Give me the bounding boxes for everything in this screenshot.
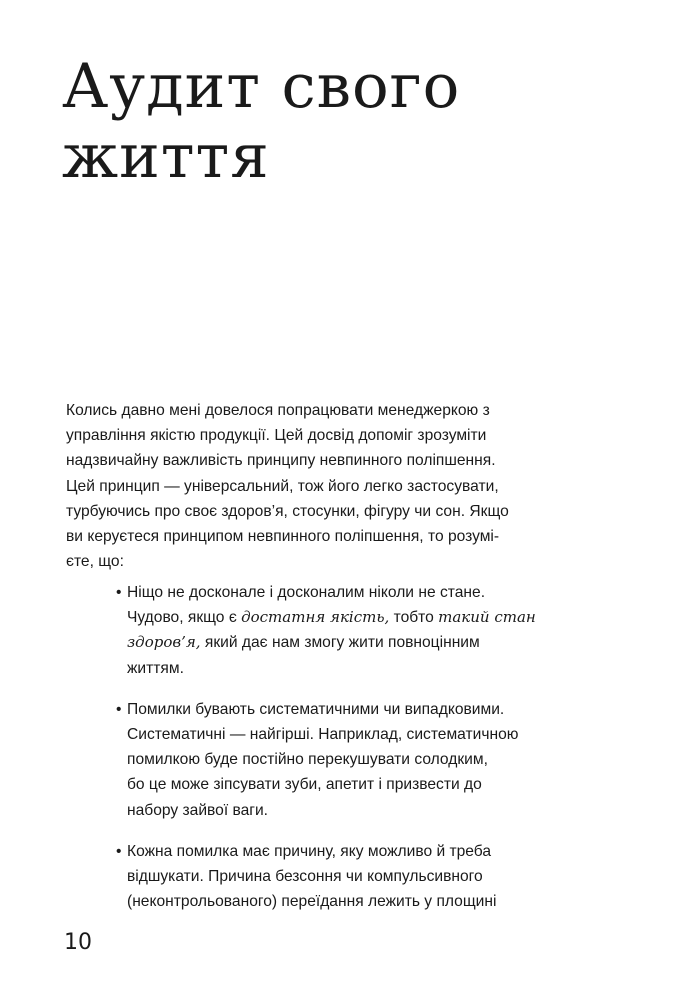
intro-line: турбуючись про своє здоров’я, стосунки, фігуру чи сон. Якщо (66, 502, 509, 520)
bullet-item-2: • Помилки бувають систематичними чи випадковими. Систематичні — найгірші. Наприклад, систематичною помилкою буде постійно перекушувати солодким, бо це може зіпсувати зуби, апетит і призвести до набору зайвої ваги. (116, 697, 586, 823)
title-line-2: життя (62, 121, 270, 192)
bullet-marker: • (116, 842, 122, 860)
emphasis: здоров’я, (127, 633, 201, 652)
bullet-list (116, 580, 586, 930)
page-title (62, 52, 662, 192)
intro-line: єте, що: (66, 553, 124, 571)
intro-line: ви керуєтеся принципом невпинного поліпшення, то розумі- (66, 528, 500, 546)
bullet-marker: • (116, 700, 122, 718)
intro-line: Цей принцип — універсальний, тож його легко застосувати, (66, 477, 499, 495)
bullet-item-1: • Ніщо не досконале і досконалим ніколи не стане. Чудово, якщо є достатня якість, тобто такий стан здоров’я, який дає нам змогу жити повноцінним життям. (116, 580, 586, 681)
bullet-item-3: • Кожна помилка має причину, яку можливо й треба відшукати. Причина безсоння чи компульсивного (неконтрольованого) переїдання лежить у площині (116, 839, 586, 915)
page-number: 10 (64, 930, 92, 955)
intro-line: Колись давно мені довелося попрацювати менеджеркою з (66, 402, 490, 419)
emphasis: такий стан (438, 608, 536, 627)
intro-paragraph (66, 398, 586, 574)
intro-line: надзвичайну важливість принципу невпинного поліпшення. (66, 452, 496, 470)
bullet-marker: • (116, 584, 122, 601)
title-line-1: Аудит свого (62, 51, 461, 122)
emphasis: достатня якість, (241, 608, 390, 627)
intro-line: управління якістю продукції. Цей досвід допоміг зрозуміти (66, 427, 487, 445)
